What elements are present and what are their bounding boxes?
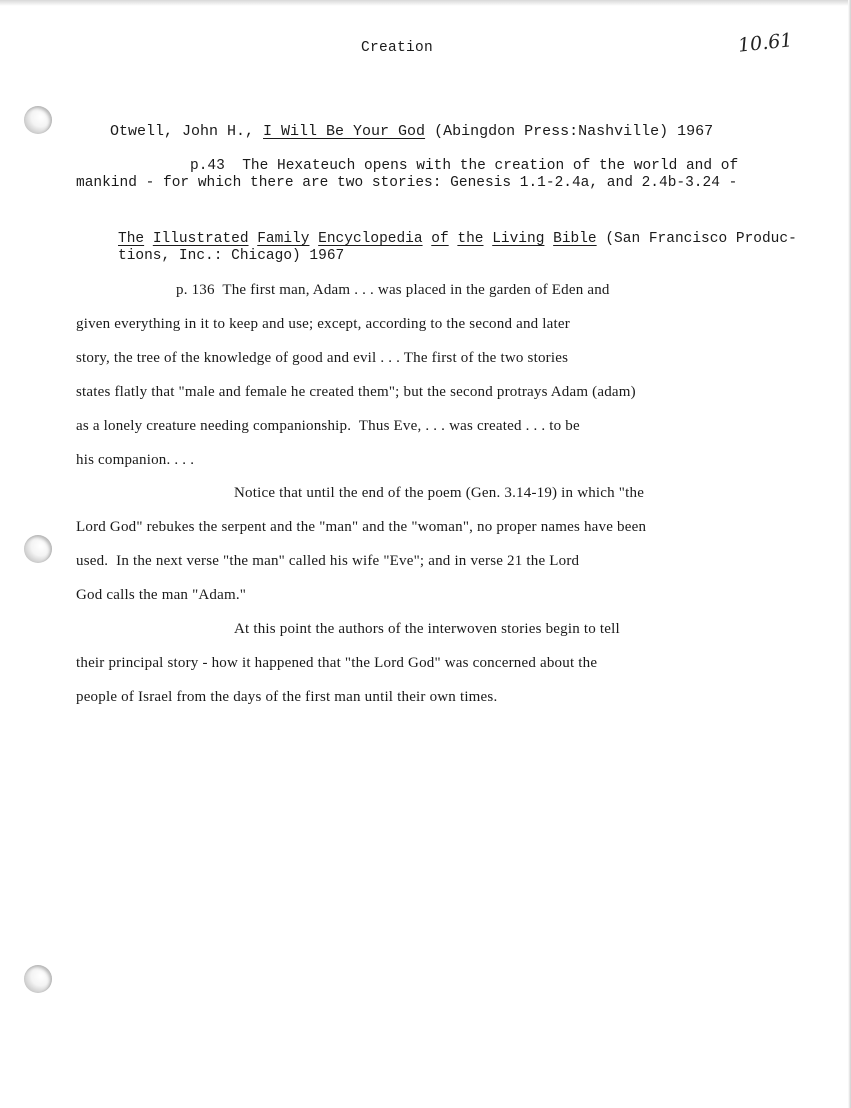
paragraph-3-line: At this point the authors of the interwoven stories begin to tell: [234, 621, 620, 637]
paragraph-2-line: God calls the man "Adam.": [76, 587, 247, 603]
citation-1-line-1: p.43 The Hexateuch opens with the creation of the world and of: [190, 158, 739, 174]
citation-1-book-title: I Will Be Your God: [263, 123, 426, 140]
citation-2-title-word: The: [118, 231, 145, 247]
citation-2-line-2: tions, Inc.: Chicago) 1967: [118, 248, 345, 264]
citation-1-heading: [110, 123, 713, 140]
paragraph-2-line: Lord God" rebukes the serpent and the "man" and the "woman", no proper names have been: [76, 519, 647, 535]
paragraph-2-line: Notice that until the end of the poem (Gen. 3.14-19) in which "the: [234, 485, 645, 501]
citation-2-title-word: of: [431, 231, 449, 247]
citation-2-heading: [118, 231, 797, 248]
punch-hole-top: [24, 106, 52, 134]
citation-2-title-word: Encyclopedia: [318, 231, 423, 247]
page-top-edge: [0, 0, 851, 6]
citation-2-title-word: the: [457, 231, 484, 247]
quote-line: given everything in it to keep and use; except, according to the second and later: [76, 316, 570, 332]
page-title: Creation: [361, 40, 434, 56]
punch-hole-bottom: [24, 965, 52, 993]
citation-2-title-word: Family: [257, 231, 310, 247]
quote-line: p. 136 The first man, Adam . . . was placed in the garden of Eden and: [176, 282, 610, 298]
quote-line: his companion. . . .: [76, 452, 195, 468]
citation-2-title-word: Living: [492, 231, 545, 247]
citation-2-title-word: Bible: [553, 231, 597, 247]
paragraph-3-line: their principal story - how it happened that "the Lord God" was concerned about the: [76, 655, 598, 671]
quote-line: as a lonely creature needing companionship. Thus Eve, . . . was created . . . to be: [76, 418, 580, 434]
paragraph-3-line: people of Israel from the days of the first man until their own times.: [76, 689, 498, 705]
citation-1-publisher: (Abingdon Press:Nashville) 1967: [425, 123, 714, 140]
citation-1-author: Otwell, John H.,: [110, 123, 264, 140]
handwritten-page-marker: 10.61: [736, 29, 794, 57]
quote-line: story, the tree of the knowledge of good and evil . . . The first of the two stories: [76, 350, 569, 366]
citation-2-title-word: Illustrated: [152, 231, 249, 247]
punch-hole-middle: [24, 535, 52, 563]
citation-2-publisher: (San Francisco Produc-: [596, 231, 797, 247]
paragraph-2-line: used. In the next verse "the man" called his wife "Eve"; and in verse 21 the Lord: [76, 553, 580, 569]
quote-line: states flatly that "male and female he created them"; but the second protrays Adam (adam): [76, 384, 636, 400]
citation-1-line-2: mankind - for which there are two stories: Genesis 1.1-2.4a, and 2.4b-3.24 -: [76, 175, 738, 191]
